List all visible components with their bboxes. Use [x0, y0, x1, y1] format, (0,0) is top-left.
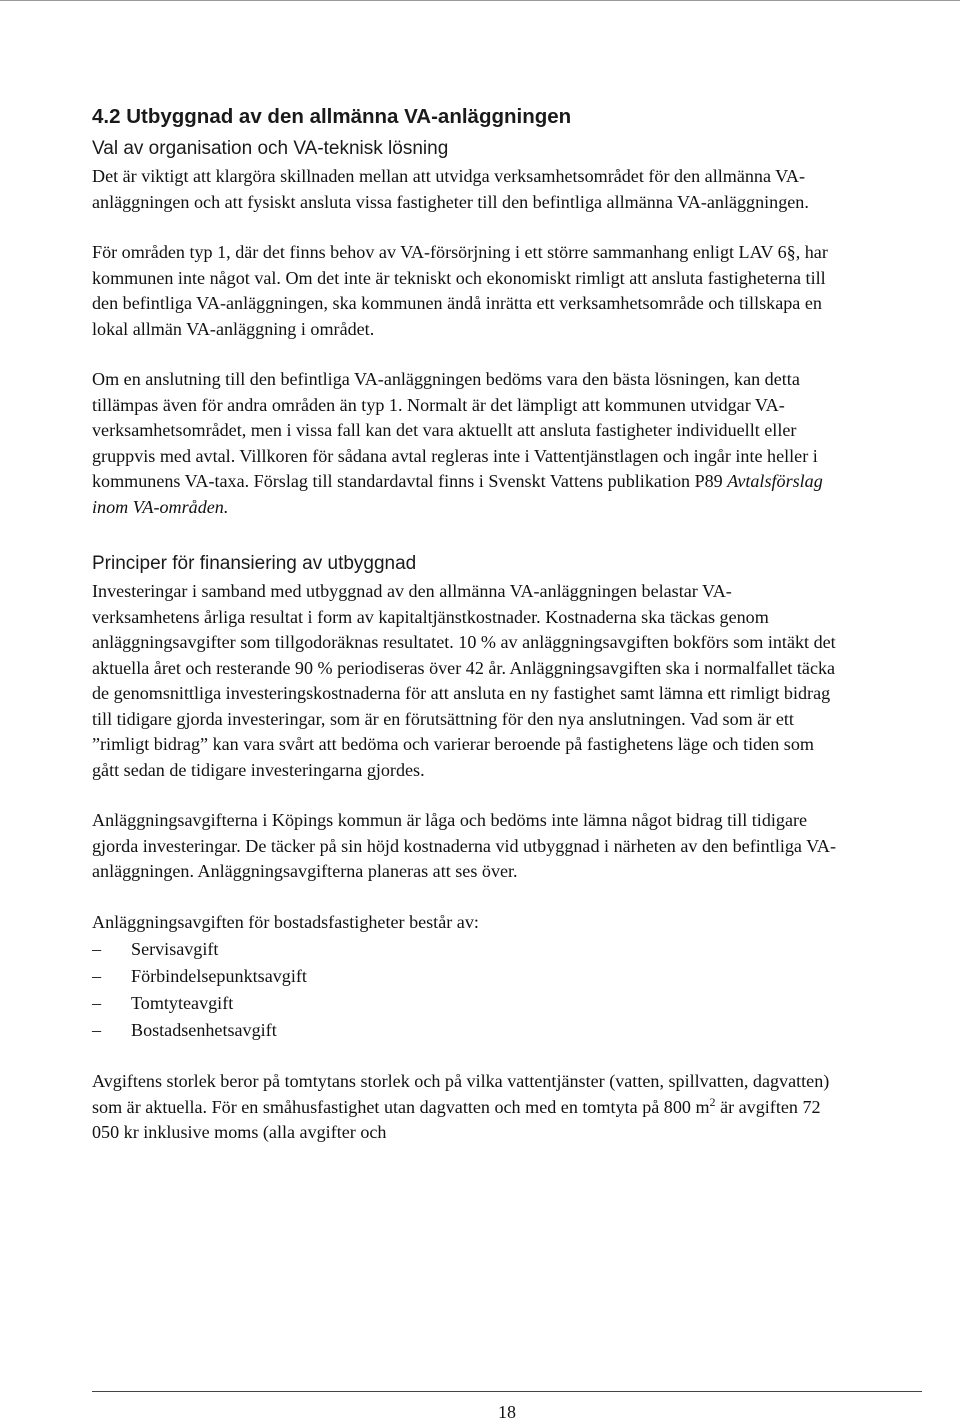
paragraph-koping-fees: Anläggningsavgifterna i Köpings kommun är låga och bedöms inte lämna något bidrag till tidigare gjorda investeringar. De täcker på sin höjd kostnaderna vid utbyggnad i närheten av den befintliga VA-anläggningen. Anläggningsavgifterna planeras att ses över.: [92, 810, 836, 881]
section-heading: 4.2 Utbyggnad av den allmänna VA-anläggningen: [92, 105, 572, 128]
fee-components-list: [92, 936, 837, 1044]
footer-divider: [92, 1391, 922, 1392]
top-border-line: [0, 0, 960, 1]
dash-bullet: –: [92, 993, 102, 1013]
publication-title: Avtalsförslag inom VA-områden.: [92, 471, 823, 517]
dash-bullet: –: [92, 1020, 102, 1040]
paragraph-fee-size: Avgiftens storlek beror på tomtytans storlek och på vilka vattentjänster (vatten, spillvatten, dagvatten) som är aktuella. För en småhusfastighet utan dagvatten och med en tomtyta på 800 $m^2$ är avgiften 72 050 kr inklusive moms (alla avgifter och: [92, 1071, 830, 1142]
paragraph-area-type-1: För områden typ 1, där det finns behov av VA-försörjning i ett större sammanhang enligt LAV 6§, har kommunen inte något val. Om det inte är tekniskt och ekonomiskt rimligt att ansluta fastigheterna till den befintliga VA-anläggningen, ska kommunen ändå inrätta ett verksamhetsområde och tillskapa en lokal allmän VA-anläggning i området.: [92, 242, 828, 339]
superscript: 2: [709, 1094, 716, 1109]
subheading-organisation: Val av organisation och VA-teknisk lösning: [92, 138, 449, 159]
dash-bullet: –: [92, 939, 102, 959]
paragraph-connection-text: Om en anslutning till den befintliga VA-anläggningen bedöms vara den bästa lösningen, kan detta tillämpas även för andra områden än typ 1. Normalt är det lämpligt att kommunen utvidgar VA-verksamhetsområdet, men i vissa fall kan det vara aktuellt att ansluta fastigheter individuellt eller gruppvis med avtal. Villkoren för sådana avtal regleras inte i Vattentjänstlagen och ingår inte heller i kommunens VA-taxa. Förslag till standardavtal finns i Svenskt Vattens publikation P89: [92, 369, 818, 491]
paragraph-investments: Investeringar i samband med utbyggnad av den allmänna VA-anläggningen belastar VA-verksamhetens årliga resultat i form av kapitaltjänstkostnader. Kostnaderna ska täckas genom anläggningsavgifter som tillgodoräknas resultatet. 10 % av anläggningsavgiften bokförs som intäkt det aktuella året och resterande 90 % periodiseras över 42 år. Anläggningsavgiften ska i normalfallet täcka de genomsnittliga investeringskostnaderna för att ansluta en ny fastighet samt lämna ett rimligt bidrag till tidigare gjorda investeringar, som är en förutsättning för den nya anslutningen. Vad som är ett ”rimligt bidrag” kan vara svårt att bedöma och varierar beroende på fastighetens läge och tiden som gått sedan de tidigare investeringarna gjordes.: [92, 581, 836, 780]
paragraph-distinction: Det är viktigt att klargöra skillnaden mellan att utvidga verksamhetsområdet för den allmänna VA-anläggningen och att fysiskt ansluta vissa fastigheter till den befintliga allmänna VA-anläggningen.: [92, 166, 809, 212]
dash-bullet: –: [92, 966, 102, 986]
list-intro: Anläggningsavgiften för bostadsfastigheter består av:: [92, 911, 479, 932]
list-item: – Tomtyteavgift: [92, 990, 837, 1017]
paragraph-connection: [92, 367, 837, 520]
subheading-financing: Principer för finansiering av utbyggnad: [92, 553, 417, 574]
page-content: [92, 103, 837, 1146]
list-item: – Bostadsenhetsavgift: [92, 1017, 837, 1044]
page-number: 18: [498, 1402, 516, 1422]
list-item: – Servisavgift: [92, 936, 837, 963]
list-item: – Förbindelsepunktsavgift: [92, 963, 837, 990]
